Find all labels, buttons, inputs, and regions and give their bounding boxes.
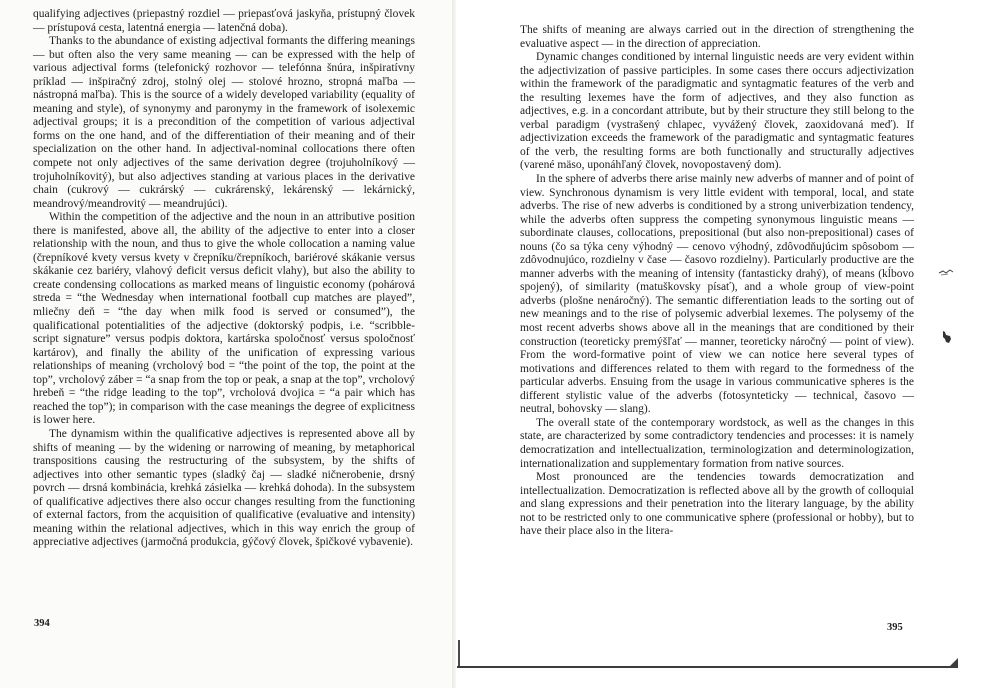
- left-paragraph-2: Thanks to the abundance of existing adjectival formants the differing meanings — but often also the very same meaning — can be expressed with the help of various adjectival forms (telefonický rozhovor — telefónna šnúra, inšpiratívny príklad — inšpiračný zdroj, stolný olej — stolové hrozno, stropná maľba — nástropná maľba). This is the source of a widely developed variability (equality of meaning and style), of synonymy and paronymy in the framework of isolexemic adjectival groups; it is a precondition of the competition of various adjectival forms on the one hand, and of the differentiation of their meaning and of their specialization on the other hand. In adjectival-nominal collocations there often compete not only adjectives of the same derivation degree (trojuholníkový — trojuholníkovitý), but also adjectives standing at various places in the derivative chain (cukrový — cukrárský — cukrárenský, lekárenský — lekárnický, meandrový/meandrovitý — meandrujúci).: [33, 35, 415, 210]
- right-paragraph-3: In the sphere of adverbs there arise mainly new adverbs of manner and of point of view. Synchronous dynamism is very little evident with temporal, local, and state adverbs. The rise of new adverbs is conditioned by a strong univerbization tendency, while the adverbs often suppress the competing synonymous linguistic means — subordinate clauses, collocations, prepositional (but also non-prepositional) cases of nouns (čo sa týka ceny výhodný — cenovo výhodný, zdôvodňujúcim spôsobom — zdôvodnujúco, rozdielny v čase — časovo rozdielny). Particularly productive are the manner adverbs with the meaning of intensity (fantasticky drahý), of means (kĺbovo spojený), of similarity (matuškovsky písať), and a whole group of view-point adverbs (plošne nenáročný). The semantic differentiation leads to the sorting out of new meanings and to the rise of polysemic adverbial lexemes. The polysemy of the most recent adverbs shows above all in the meanings that are conditioned by their construction (teoreticky premýšľať — manner, teoreticky náročný — point of view). From the word-formative point of view we can notice here several types of motivations and differences related to them with regard to the formedness of the particular adverbs. Ensuing from the usage in various communicative spheres is the different stylistic value of the adverbs (fotosynteticky — technical, časovo — neutral, bohovsky — slang).: [520, 173, 914, 416]
- margin-scribble-mark: [938, 268, 954, 276]
- margin-ink-mark: [941, 330, 953, 344]
- right-page: [456, 0, 1000, 688]
- right-paragraph-4: The overall state of the contemporary wordstock, as well as the changes in this state, are characterized by some contradictory tendencies and processes: it is namely democratization and intellectualization, terminologization and determinologization, internationalization and supplementary formation from native sources.: [520, 416, 914, 470]
- scan-edge-vertical: [458, 640, 460, 668]
- right-page-number: 395: [887, 622, 903, 633]
- right-paragraph-1: The shifts of meaning are always carried out in the direction of strengthening the evaluative aspect — in the direction of appreciation.: [520, 24, 914, 50]
- left-page: [0, 0, 452, 688]
- left-page-number: 394: [34, 618, 50, 629]
- left-page-body: [33, 8, 415, 550]
- left-paragraph-1: qualifying adjectives (priepastný rozdiel — priepasťová jaskyňa, prístupný človek — prístupová cesta, latentná energia — latenčná doba).: [33, 8, 415, 34]
- right-paragraph-5: Most pronounced are the tendencies towards democratization and intellectualization. Democratization is reflected above all by the growth of colloquial and slang expressions and their penetration into the literary language, by the ability not to be restricted only to one communicative sphere (professional or hobby), but to have their place also in the litera-: [520, 471, 914, 538]
- scan-edge-corner: [948, 658, 958, 668]
- scan-edge-horizontal: [457, 666, 955, 668]
- right-paragraph-2: Dynamic changes conditioned by internal linguistic needs are very evident within the adjectivization of passive participles. In some cases there occurs adjectivization within the framework of the paradigmatic and syntagmatic features of the verb and the resulting lexemes have the form of adjectives, and they also function as adjectives, e.g. in a concordant attribute, but by their structure they still belong to the verbal paradigm (vystrašený chlapec, vyvážený človek, zaoxidovaná meď). If adjectivization exceeds the framework of the paradigmatic and syntagmatic features of the verb, the resulting forms are both functionally and structurally adjectives (varené mäso, uponáhľaný človek, novopostavený dom).: [520, 51, 914, 172]
- right-page-body: [520, 24, 914, 539]
- left-paragraph-4: The dynamism within the qualificative adjectives is represented above all by shifts of meaning — by the widening or narrowing of meaning, by metaphorical transpositions causing the restructuring of the subsystem, by the shifts of adjectives into other semantic types (sladký čaj — sladké ničnerobenie, drsný povrch — drsná kombinácia, krehká zásielka — krehká dohoda). In the subsystem of qualificative adjectives there also occur changes resulting from the functioning of external factors, from the acquisition of qualificative (evaluative and intensity) meaning within the relational adjectives, which in this way enrich the group of appreciative adjectives (jarmočná produkcia, gýčový človek, špičkové vybavenie).: [33, 427, 415, 549]
- left-paragraph-3: Within the competition of the adjective and the noun in an attributive position there is manifested, above all, the ability of the adjective to enter into a closer relationship with the noun, and thus to give the whole collocation a naming value (črepníkové kvety versus kvety v črepníku/črepníkoch, bariérové skákanie versus skákanie cez bariéry, vlahový deficit versus deficit vlahy), but also the ability to create condensing collocations as marked means of linguistic economy (pohárová streda = “the Wednesday when international football cup matches are played”, mliečny deň = “the day when milk food is served or consumed”), the qualificational potentialities of the adjective (doktorský podpis, i.e. “scribble-script signature” versus podpis doktora, kartárska spoločnosť versus spoločnosť kartárov), and finally the ability of the unification of expressing various relationships of meaning (vrcholový bod = “the point of the top, the point at the top”, vrcholový záber = “a snap from the top or peak, a snap at the top”, vrcholový hrebeň = “the ridge leading to the top”, vrcholová dvojica = “a pair which has reached the top”); in comparison with the case meanings the degree of explicitness is lower here.: [33, 211, 415, 427]
